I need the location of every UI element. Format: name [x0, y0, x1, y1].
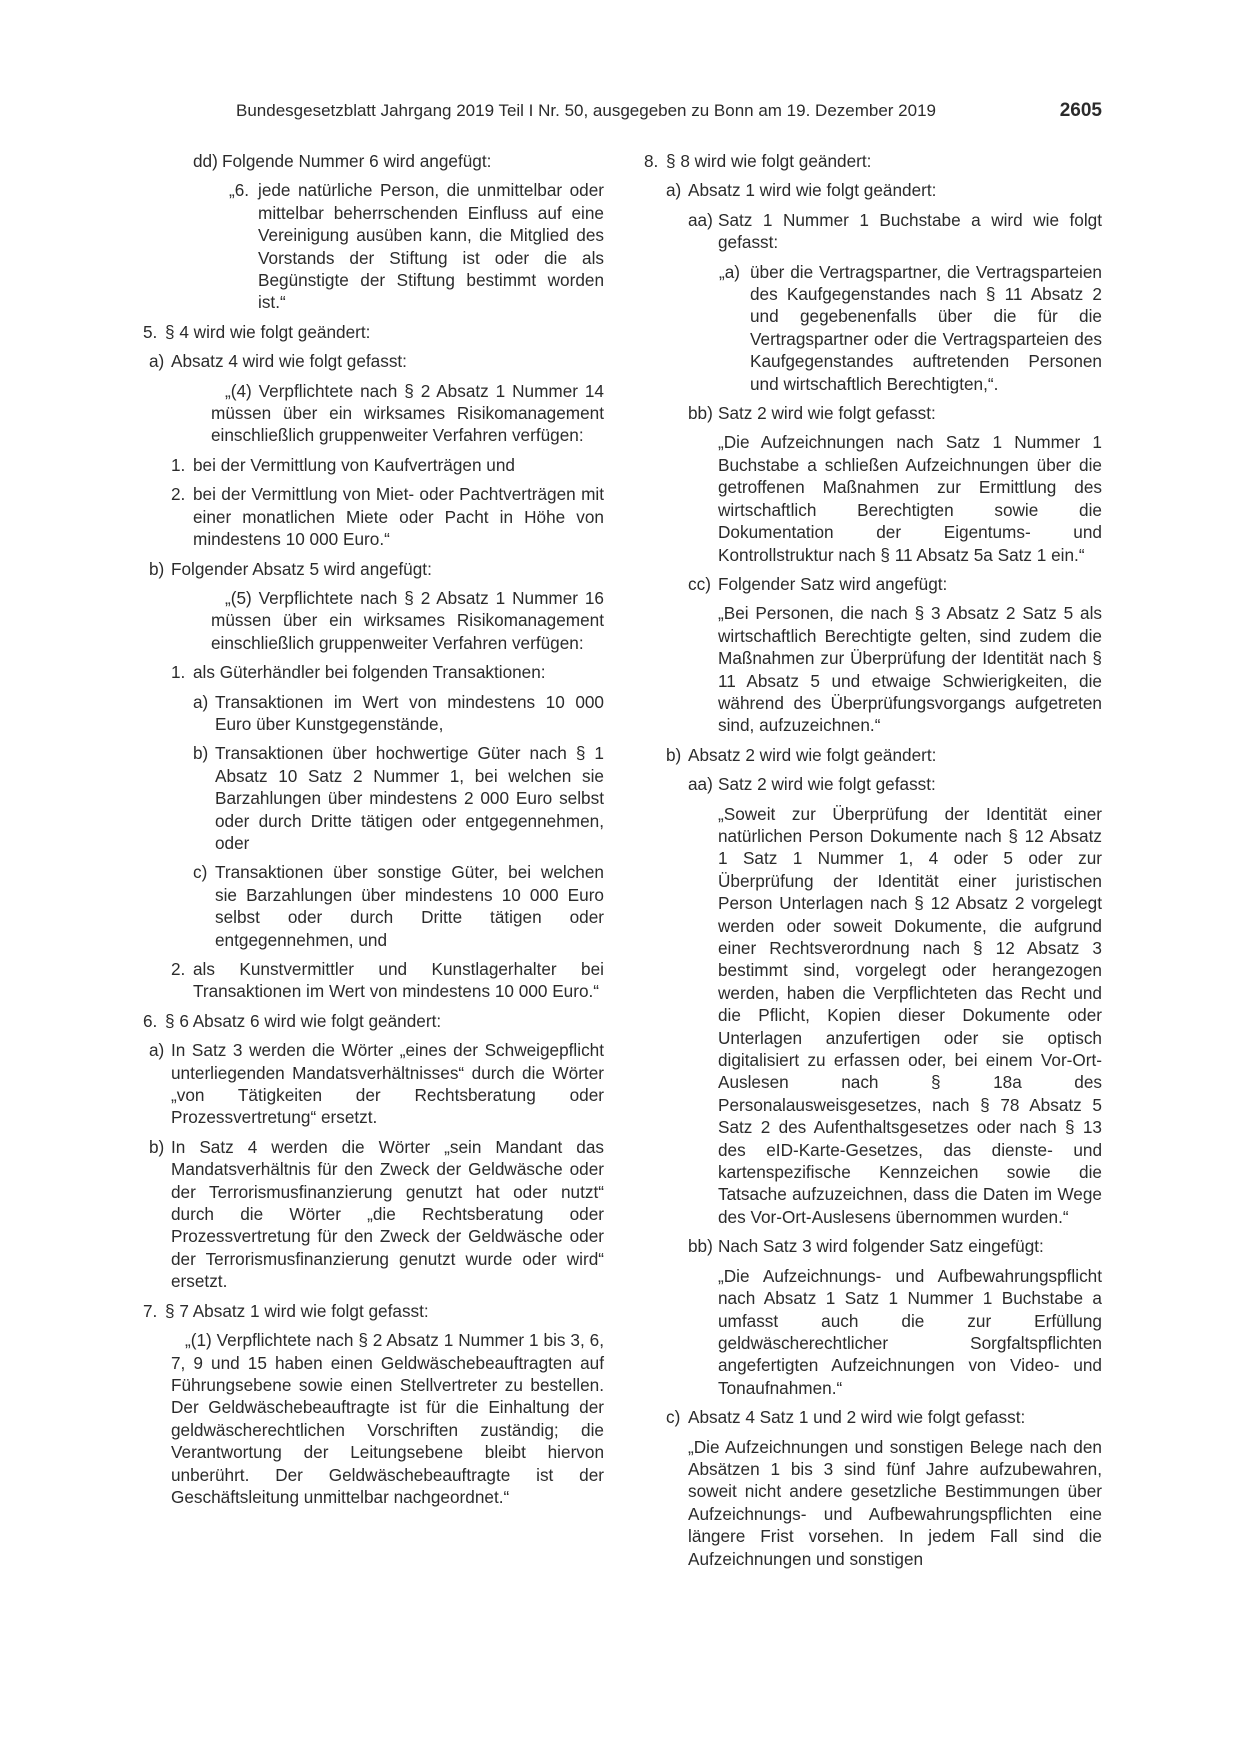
item-8a-aa — [688, 209, 1102, 254]
item-5b-1c — [193, 861, 604, 951]
quote-paragraph: „Die Aufzeichnungen nach Satz 1 Nummer 1 Buchstabe a schließen Aufzeichnungen über die getroffenen Maßnahmen zur Ermittlung des wirtschaftlich Berechtigten sowie die Dokumentation der Eigentums- und Kontrollstruktur nach § 11 Absatz 5a Satz 1 ein.“ — [718, 432, 1102, 565]
item-text: Satz 2 wird wie folgt gefasst: — [718, 774, 936, 795]
quote-paragraph: „Soweit zur Überprüfung der Identität einer natürlichen Person Dokumente nach § 12 Absatz 1 Satz 1 Nummer 1, 4 oder 5 oder zur Überprüfung der Identität einer juristischen Person Unterlagen nach § 12 Absatz 2 vorgelegt werden oder soweit Dokumente, die aufgrund einer Rechtsverordnung nach § 12 Absatz 3 bestimmt sind, vorgelegt oder herangezogen werden, haben die Verpflichteten das Recht und die Pflicht, Kopien dieser Dokumente oder Unterlagen anzufertigen oder sie optisch digitalisiert zu erfassen oder, bei einem Vor-Ort-Auslesen nach § 18a des Personalausweisgesetzes, nach § 78 Absatz 5 Satz 2 des Aufenthaltsgesetzes oder nach § 13 des eID-Karte-Gesetzes, das dienste- und kartenspezifische Kennzeichen sowie die Tatsache aufzuzeichnen, dass die Daten im Wege des Vor-Ort-Auslesens übernommen wurden.“ — [718, 803, 1102, 1227]
item-text: als Güterhändler bei folgenden Transaktionen: — [193, 662, 546, 683]
item-text: Folgender Absatz 5 wird angefügt: — [171, 558, 432, 579]
item-label: 2. — [171, 959, 186, 979]
running-head: Bundesgesetzblatt Jahrgang 2019 Teil I Nr. 50, ausgegeben zu Bonn am 19. Dezember 2019 — [236, 101, 936, 120]
item-8a — [666, 179, 1102, 201]
item-6b — [149, 1136, 604, 1293]
item-text: § 7 Absatz 1 wird wie folgt gefasst: — [165, 1300, 429, 1321]
item-label: 1. — [171, 454, 186, 475]
item-text: Absatz 4 wird wie folgt gefasst: — [171, 351, 407, 372]
item-5b-1b — [193, 742, 604, 854]
item-8a-bb — [688, 402, 1102, 424]
item-5a-1 — [171, 454, 604, 476]
item-label: 1. — [171, 662, 186, 683]
item-text: bei der Vermittlung von Kaufverträgen und — [193, 454, 515, 475]
item-label: b) — [193, 743, 209, 764]
item-label: c) — [666, 1407, 681, 1428]
item-label: a) — [149, 351, 165, 372]
item-8c — [666, 1406, 1102, 1428]
item-label: a) — [149, 1040, 165, 1061]
item-label: 2. — [171, 484, 186, 505]
item-text: Transaktionen über sonstige Güter, bei welchen sie Barzahlungen über mindestens 10 000 Euro selbst oder durch Dritte tätigen oder entgegennehmen, und — [215, 862, 604, 950]
left-column — [143, 150, 604, 1515]
item-text: jede natürliche Person, die unmittelbar oder mittelbar beherrschenden Einfluss auf eine Vereinigung ausüben kann, die Mitglied des Vorstands der Stiftung ist oder die als Begünstigte der Stiftung bestimmt worden ist.“ — [258, 180, 604, 313]
quote-paragraph: „Die Aufzeichnungs- und Aufbewahrungspflicht nach Absatz 1 Satz 1 Nummer 1 Buchstabe a umfasst auch die zur Erfüllung geldwäscherechtlicher Sorgfaltspflichten angefertigten Aufzeichnungen von Video- und Tonaufnahmen.“ — [718, 1265, 1102, 1398]
item-5a-2 — [171, 483, 604, 550]
item-5b-1 — [171, 661, 604, 683]
item-label: 5. — [143, 321, 158, 342]
item-label: „6. — [229, 180, 250, 201]
item-text: Folgender Satz wird angefügt: — [718, 573, 948, 594]
item-text: Satz 1 Nummer 1 Buchstabe a wird wie folgt gefasst: — [718, 209, 1102, 253]
item-6 — [143, 1010, 604, 1032]
item-text: als Kunstvermittler und Kunstlagerhalter bei Transaktionen im Wert von mindestens 10 000 Euro.“ — [193, 959, 604, 1002]
quoted-item-a — [719, 261, 1102, 395]
item-label: cc) — [688, 573, 711, 594]
quote-paragraph: „Bei Personen, die nach § 3 Absatz 2 Satz 5 als wirtschaftlich Berechtigte gelten, sind zudem die Maßnahmen zur Überprüfung der Identität nach § 11 Absatz 5 und etwaige Schwierigkeiten, die während des Überprüfungsvorgangs aufgetreten sind, aufzuzeichnen.“ — [718, 603, 1102, 736]
quote-paragraph: „(4) Verpflichtete nach § 2 Absatz 1 Nummer 14 müssen über ein wirksames Risikomanagement einschließlich gruppenweiter Verfahren verfügen: — [211, 380, 604, 446]
item-label: b) — [666, 744, 682, 765]
item-5b-2 — [171, 958, 604, 1003]
item-8b-bb — [688, 1235, 1102, 1257]
quote-paragraph: „Die Aufzeichnungen und sonstigen Belege nach den Absätzen 1 bis 3 sind fünf Jahre aufzubewahren, soweit nicht andere gesetzliche Bestimmungen über Aufzeichnungs- und Aufbewahrungspflichten eine längere Frist vorsehen. In jedem Fall sind die Aufzeichnungen und sonstigen — [688, 1436, 1102, 1569]
page-number: 2605 — [1059, 100, 1102, 121]
item-label: b) — [149, 558, 165, 579]
item-text: Nach Satz 3 wird folgender Satz eingefügt: — [718, 1236, 1044, 1257]
item-text: § 4 wird wie folgt geändert: — [165, 321, 371, 342]
quote-paragraph: „(1) Verpflichtete nach § 2 Absatz 1 Nummer 1 bis 3, 6, 7, 9 und 15 haben einen Geldwäschebeauftragten auf Führungsebene sowie einen Stellvertreter zu bestellen. Der Geldwäschebeauftragte ist für die Einhaltung der geldwäscherechtlichen Vorschriften zuständig; die Verantwortung der Leitungsebene bleibt hiervon unberührt. Der Geldwäschebeauftragte ist der Geschäftsleitung unmittelbar nachgeordnet.“ — [171, 1330, 604, 1507]
item-text: Satz 2 wird wie folgt gefasst: — [718, 403, 936, 424]
item-label: 6. — [143, 1010, 158, 1031]
item-text: Absatz 4 Satz 1 und 2 wird wie folgt gefasst: — [688, 1407, 1026, 1428]
item-label: dd) — [193, 151, 218, 171]
item-text: § 6 Absatz 6 wird wie folgt geändert: — [165, 1010, 442, 1031]
item-label: a) — [666, 180, 682, 201]
item-text: Transaktionen im Wert von mindestens 10 000 Euro über Kunstgegenstände, — [215, 691, 604, 734]
item-text: Folgende Nummer 6 wird angefügt: — [222, 151, 492, 171]
item-label: 8. — [644, 151, 659, 171]
item-label: bb) — [688, 1236, 713, 1257]
item-label: b) — [149, 1136, 165, 1157]
item-text: In Satz 4 werden die Wörter „sein Mandant das Mandatsverhältnis für den Zweck der Geldwäsche oder der Terrorismusfinanzierung genutzt hat oder nutzt“ durch die Wörter „die Rechtsberatung oder Prozessvertretung für den Zweck der Geldwäsche oder der Terrorismusfinanzierung genutzt wurde oder wird“ ersetzt. — [171, 1136, 604, 1292]
item-text: § 8 wird wie folgt geändert: — [666, 151, 872, 171]
item-text: Transaktionen über hochwertige Güter nach § 1 Absatz 10 Satz 2 Nummer 1, bei welchen sie Barzahlungen über mindestens 2 000 Euro selbst oder durch Dritte tätigen oder entgegennehmen, oder — [215, 743, 604, 853]
item-text: Absatz 2 wird wie folgt geändert: — [688, 744, 937, 765]
item-label: „a) — [719, 261, 741, 282]
item-text: bei der Vermittlung von Miet- oder Pachtverträgen mit einer monatlichen Miete oder Pacht in Höhe von mindestens 10 000 Euro.“ — [193, 484, 604, 550]
item-text: über die Vertragspartner, die Vertragsparteien des Kaufgegenstandes nach § 11 Absatz 2 und gegebenenfalls über die für die Vertragspartner oder die Vertragsparteien des Kaufgegenstandes auftretenden Personen und wirtschaftlich Berechtigten,“. — [750, 261, 1102, 394]
item-7 — [143, 1300, 604, 1322]
item-dd — [193, 150, 604, 172]
item-label: a) — [193, 691, 209, 712]
item-5b — [149, 558, 604, 580]
quote-paragraph: „(5) Verpflichtete nach § 2 Absatz 1 Nummer 16 müssen über ein wirksames Risikomanagement einschließlich gruppenweiter Verfahren verfügen: — [211, 587, 604, 653]
item-8 — [644, 150, 1102, 172]
item-label: 7. — [143, 1300, 158, 1321]
item-6a — [149, 1039, 604, 1129]
item-5a — [149, 350, 604, 372]
item-label: c) — [193, 862, 208, 883]
right-column — [644, 150, 1102, 1577]
item-label: aa) — [688, 209, 713, 230]
item-label: bb) — [688, 403, 713, 424]
item-5 — [143, 321, 604, 343]
item-8b — [666, 744, 1102, 766]
item-text: Absatz 1 wird wie folgt geändert: — [688, 180, 937, 201]
page-header — [236, 99, 1102, 123]
quoted-item-6 — [229, 179, 604, 313]
item-text: In Satz 3 werden die Wörter „eines der Schweigepflicht unterliegenden Mandatsverhältnisses“ durch die Wörter „von Tätigkeiten der Rechtsberatung oder Prozessvertretung“ ersetzt. — [171, 1040, 604, 1128]
item-label: aa) — [688, 774, 713, 795]
item-5b-1a — [193, 691, 604, 736]
item-8b-aa — [688, 773, 1102, 795]
item-8a-cc — [688, 573, 1102, 595]
